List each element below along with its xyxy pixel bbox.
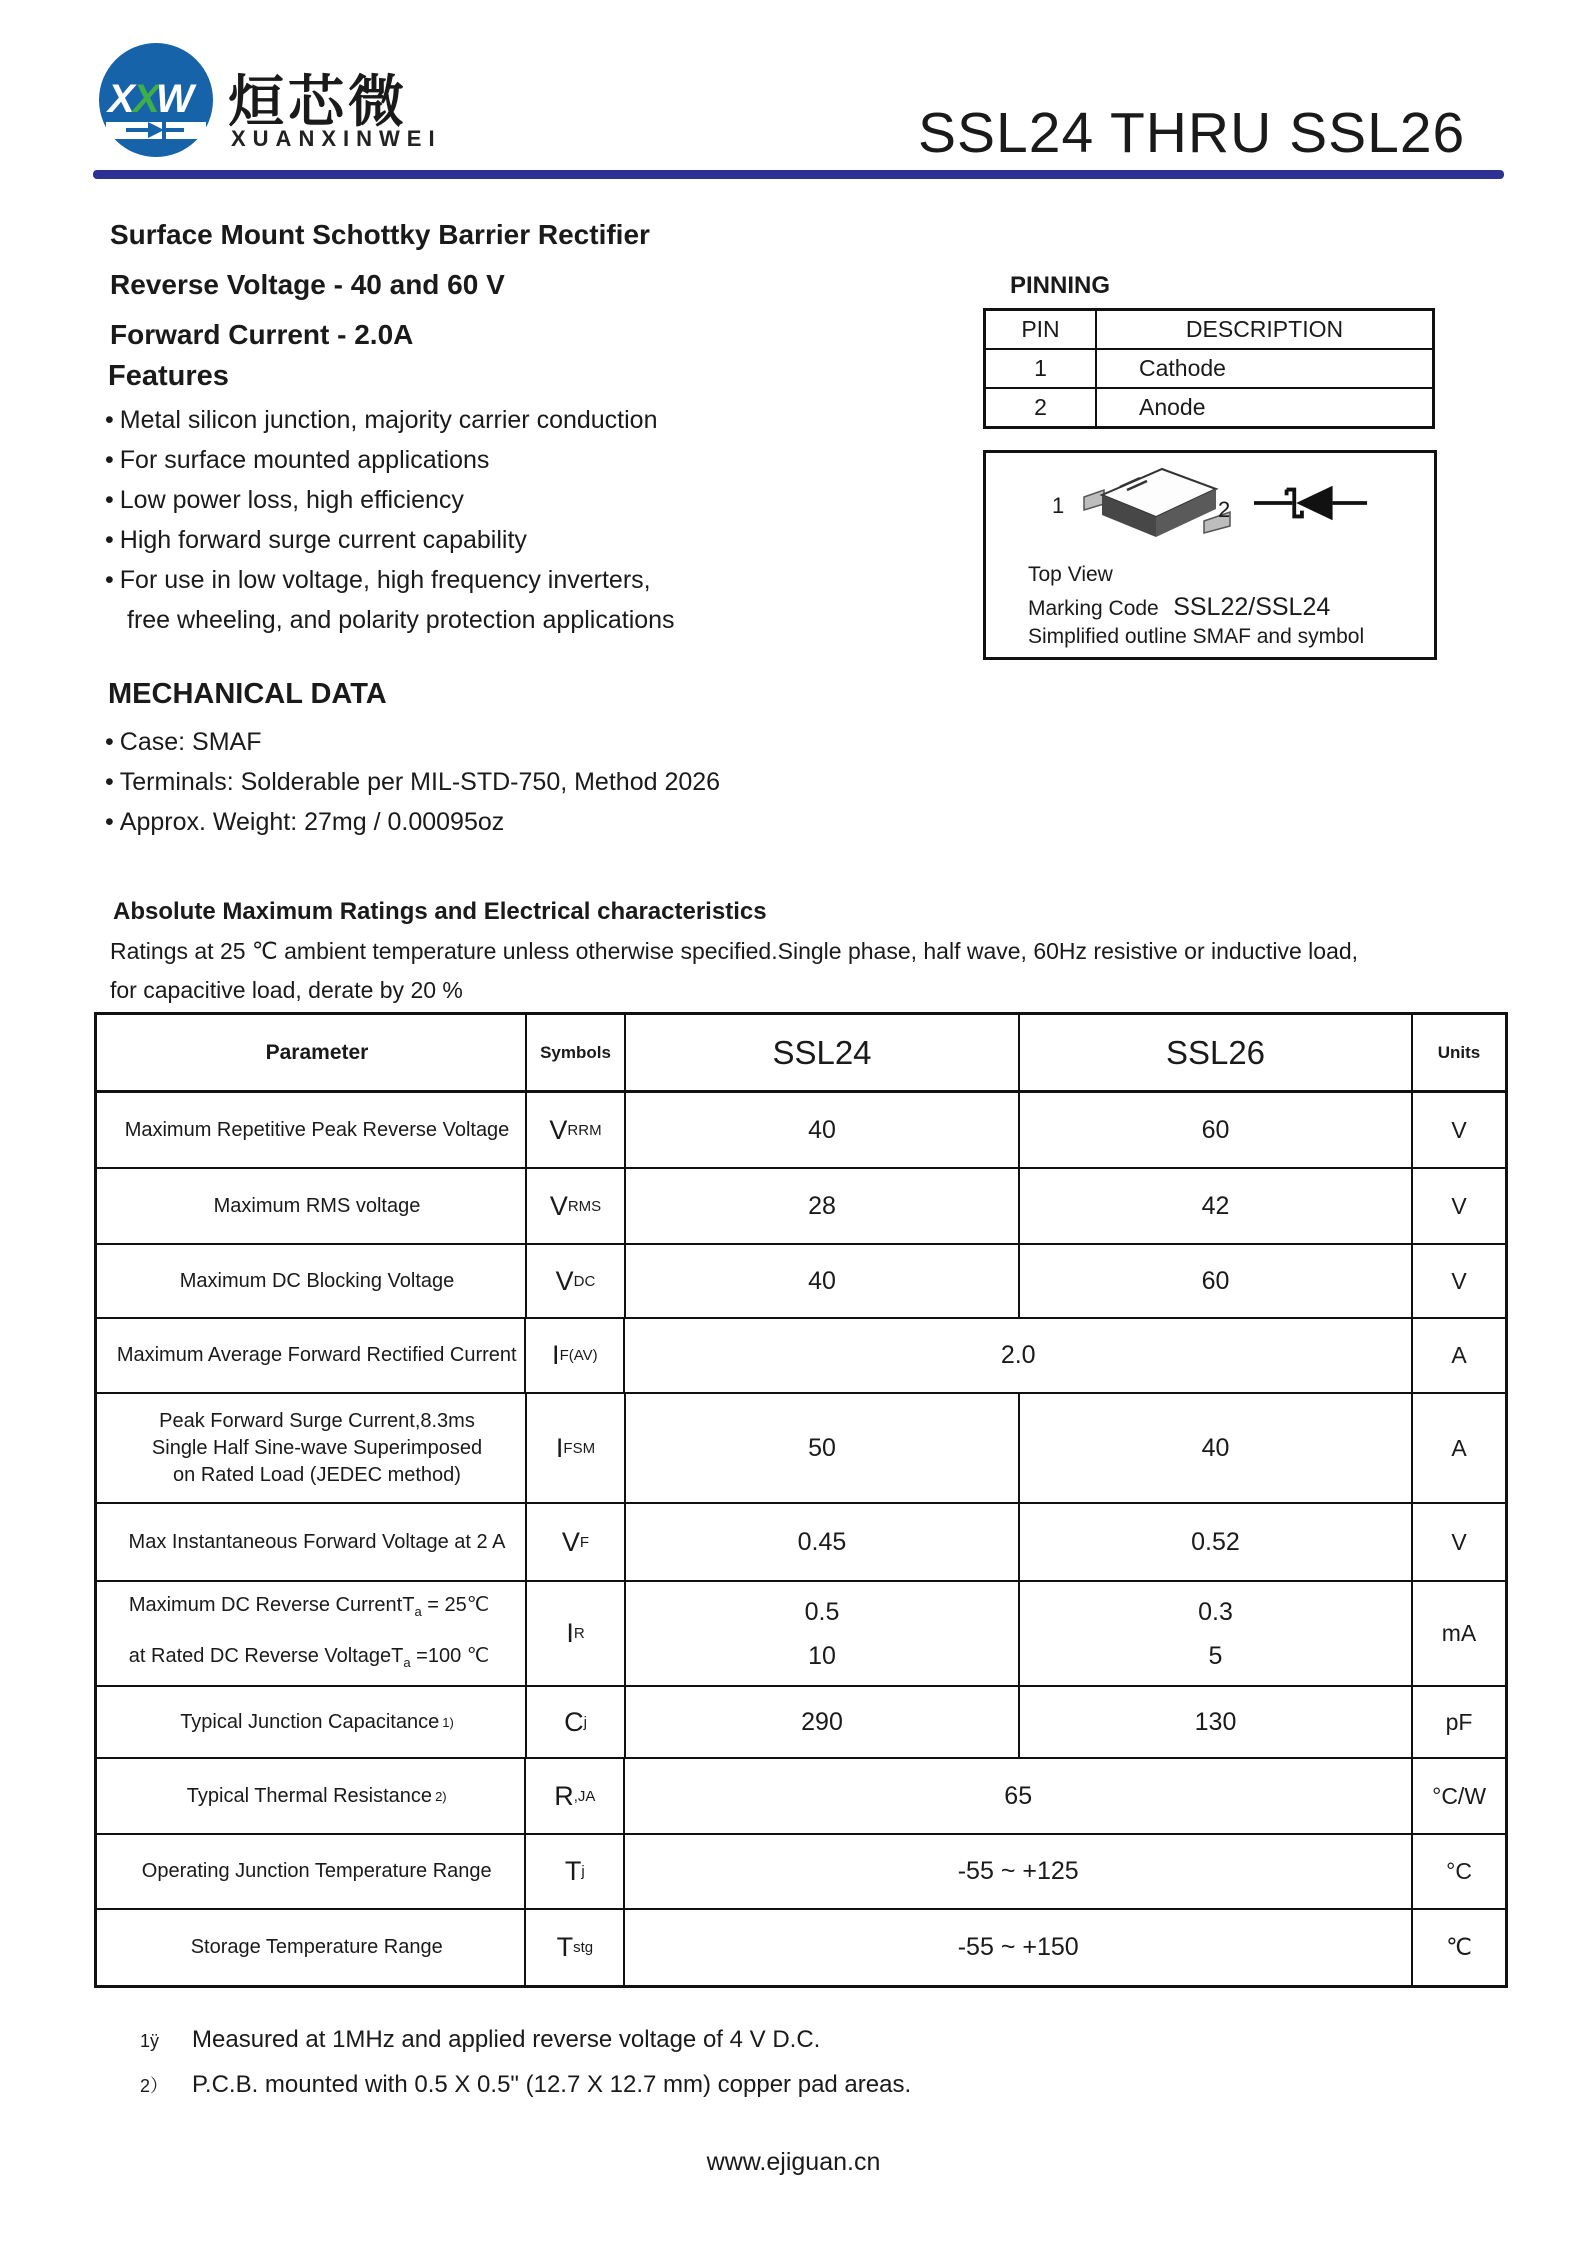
summary-line: Forward Current - 2.0A (110, 319, 414, 350)
unit: A (1451, 1434, 1467, 1461)
ratings-note-line1: Ratings at 25 ℃ ambient temperature unless otherwise specified.Single phase, half wave, 60Hz resistive or inductive load, (110, 938, 1359, 964)
package-marking-line (1028, 593, 1330, 622)
value-ssl24: 290 (626, 1687, 1020, 1757)
param-symbol: V RMS (527, 1169, 626, 1243)
unit: V (1451, 1116, 1467, 1143)
param-name: Maximum DC Blocking Voltage (97, 1245, 527, 1317)
value-ssl24: 0.45 (626, 1504, 1020, 1580)
footer-url: www.ejiguan.cn (706, 2148, 881, 2176)
value-both: -55 ~ +150 (625, 1910, 1413, 1985)
col-ssl24: SSL24 (626, 1015, 1020, 1090)
pin-description: Cathode (1139, 355, 1226, 381)
unit: V (1451, 1192, 1467, 1219)
param-name: Max Instantaneous Forward Voltage at 2 A (97, 1504, 527, 1580)
table-row (97, 1394, 1505, 1504)
summary-line: Reverse Voltage - 40 and 60 V (110, 269, 505, 300)
ratings-note-line2: for capacitive load, derate by 20 % (110, 977, 463, 1003)
value-ssl24: 50 (626, 1394, 1020, 1502)
ratings-heading: Absolute Maximum Ratings and Electrical characteristics (113, 898, 767, 925)
unit: A (1451, 1342, 1467, 1368)
param-symbol: C j (527, 1687, 626, 1757)
features-list (105, 400, 675, 640)
feature-item: • For surface mounted applications (105, 440, 675, 480)
pin-number: 2 (986, 389, 1097, 426)
pinning-col-description: DESCRIPTION (1185, 316, 1344, 342)
param-name: Maximum DC Reverse Current $T_a$ = 25℃ at Rated DC Reverse Voltage $T_a =100$ ℃ (97, 1582, 527, 1685)
mechanical-heading: MECHANICAL DATA (108, 678, 387, 710)
company-logo (95, 40, 217, 165)
pinning-table (983, 308, 1435, 429)
footnote-1-marker: 1ÿ (140, 2031, 160, 2051)
mechanical-list (105, 722, 720, 842)
value-ssl24: 28 (626, 1169, 1020, 1243)
param-name: Storage Temperature Range (97, 1910, 526, 1985)
svg-text:X: X (133, 77, 160, 121)
param-name: Typical Thermal Resistance 2) (97, 1759, 526, 1833)
unit: pF (1445, 1708, 1473, 1735)
pinning-header-row (986, 311, 1432, 350)
unit: °C/W (1432, 1782, 1487, 1809)
value-both: 65 (625, 1759, 1413, 1833)
value-both: -55 ~ +125 (625, 1835, 1413, 1908)
param-symbol: T j (526, 1835, 625, 1908)
feature-item: • Low power loss, high efficiency (105, 480, 675, 520)
param-name: Typical Junction Capacitance 1) (97, 1687, 527, 1757)
unit: ℃ (1446, 1934, 1472, 1960)
schottky-diode-symbol-icon (1254, 477, 1369, 529)
pin-description: Anode (1139, 394, 1206, 420)
value-ssl26: 40 (1020, 1394, 1413, 1502)
table-row (97, 1504, 1505, 1582)
unit: mA (1441, 1620, 1477, 1646)
logo-mark-icon (95, 40, 217, 160)
table-row (986, 350, 1432, 389)
table-row (97, 1910, 1505, 1985)
param-symbol: R ,JA (526, 1759, 625, 1833)
package-outline-box (983, 450, 1437, 660)
param-symbol: I FSM (527, 1394, 626, 1502)
value-ssl26: 0.3 5 (1020, 1582, 1413, 1685)
value-ssl24: 40 (626, 1093, 1020, 1167)
table-row (97, 1319, 1505, 1394)
footnote-2: 2） P.C.B. mounted with 0.5 X 0.5" (12.7 X 12.7 mm) copper pad areas. (140, 2063, 911, 2108)
table-row (97, 1245, 1505, 1319)
package-top-view-label: Top View (1028, 563, 1113, 586)
footnotes (140, 2018, 911, 2108)
param-symbol: V DC (527, 1245, 626, 1317)
col-units: Units (1437, 1042, 1481, 1062)
package-outline-note: Simplified outline SMAF and symbol (1028, 625, 1365, 648)
mechanical-item: • Case: SMAF (105, 722, 720, 762)
col-ssl26: SSL26 (1020, 1015, 1413, 1090)
value-ssl26: 60 (1020, 1093, 1413, 1167)
marking-code-value: SSL22/SSL24 (1173, 593, 1331, 621)
smaf-package-icon (1078, 459, 1238, 559)
package-pin1-label: 1 (1052, 493, 1065, 518)
value-both: 2.0 (625, 1319, 1413, 1392)
features-heading: Features (108, 360, 229, 392)
unit: V (1451, 1528, 1467, 1555)
table-row (986, 389, 1432, 426)
table-row (97, 1169, 1505, 1245)
param-symbol: I R (527, 1582, 626, 1685)
mechanical-item: • Terminals: Solderable per MIL-STD-750, Method 2026 (105, 762, 720, 802)
param-symbol: V RRM (527, 1093, 626, 1167)
unit: °C (1446, 1858, 1472, 1884)
param-symbol: T stg (526, 1910, 625, 1985)
package-pin2-label: 2 (1218, 497, 1231, 522)
feature-item: • Metal silicon junction, majority carrier conduction (105, 400, 675, 440)
table-header-row (97, 1015, 1505, 1093)
table-row (97, 1582, 1505, 1687)
table-row (97, 1687, 1505, 1759)
param-symbol: I F(AV) (526, 1319, 625, 1392)
pin-number: 1 (986, 350, 1097, 387)
footnote-2-marker: 2） (140, 2076, 169, 2096)
table-row (97, 1759, 1505, 1835)
feature-item: • High forward surge current capability (105, 520, 675, 560)
company-name-english: XUANXINWEI (231, 126, 442, 151)
product-summary (110, 210, 650, 360)
value-ssl24: 40 (626, 1245, 1020, 1317)
value-ssl26: 60 (1020, 1245, 1413, 1317)
value-ssl24: 0.5 10 (626, 1582, 1020, 1685)
param-name: Maximum Repetitive Peak Reverse Voltage (97, 1093, 527, 1167)
param-name: Maximum Average Forward Rectified Current (97, 1319, 526, 1392)
param-name: Operating Junction Temperature Range (97, 1835, 526, 1908)
page-title: SSL24 THRU SSL26 (918, 101, 1466, 165)
table-row (97, 1093, 1505, 1169)
param-symbol: V F (527, 1504, 626, 1580)
table-row (97, 1835, 1505, 1910)
svg-text:X: X (108, 77, 135, 121)
value-ssl26: 42 (1020, 1169, 1413, 1243)
value-ssl26: 130 (1020, 1687, 1413, 1757)
header-divider (93, 170, 1504, 179)
feature-item: • For use in low voltage, high frequency inverters, (105, 560, 675, 600)
mechanical-item: • Approx. Weight: 27mg / 0.00095oz (105, 802, 720, 842)
pinning-heading: PINNING (1010, 272, 1111, 299)
param-name: Peak Forward Surge Current,8.3ms Single Half Sine-wave Superimposed on Rated Load (JEDEC method) (97, 1394, 527, 1502)
company-name-chinese: 烜芯微 (228, 70, 408, 133)
col-parameter: Parameter (97, 1015, 527, 1090)
marking-code-label: Marking Code (1028, 597, 1159, 620)
summary-line: Surface Mount Schottky Barrier Rectifier (110, 219, 650, 250)
svg-text:W: W (156, 77, 194, 121)
param-name: Maximum RMS voltage (97, 1169, 527, 1243)
value-ssl26: 0.52 (1020, 1504, 1413, 1580)
characteristics-table (94, 1012, 1508, 1988)
unit: V (1451, 1267, 1467, 1294)
col-symbols: Symbols (527, 1015, 626, 1090)
feature-item-continuation: free wheeling, and polarity protection applications (127, 606, 675, 634)
pinning-col-pin: PIN (986, 311, 1097, 348)
footnote-1: 1ÿ Measured at 1MHz and applied reverse voltage of 4 V D.C. (140, 2018, 911, 2063)
